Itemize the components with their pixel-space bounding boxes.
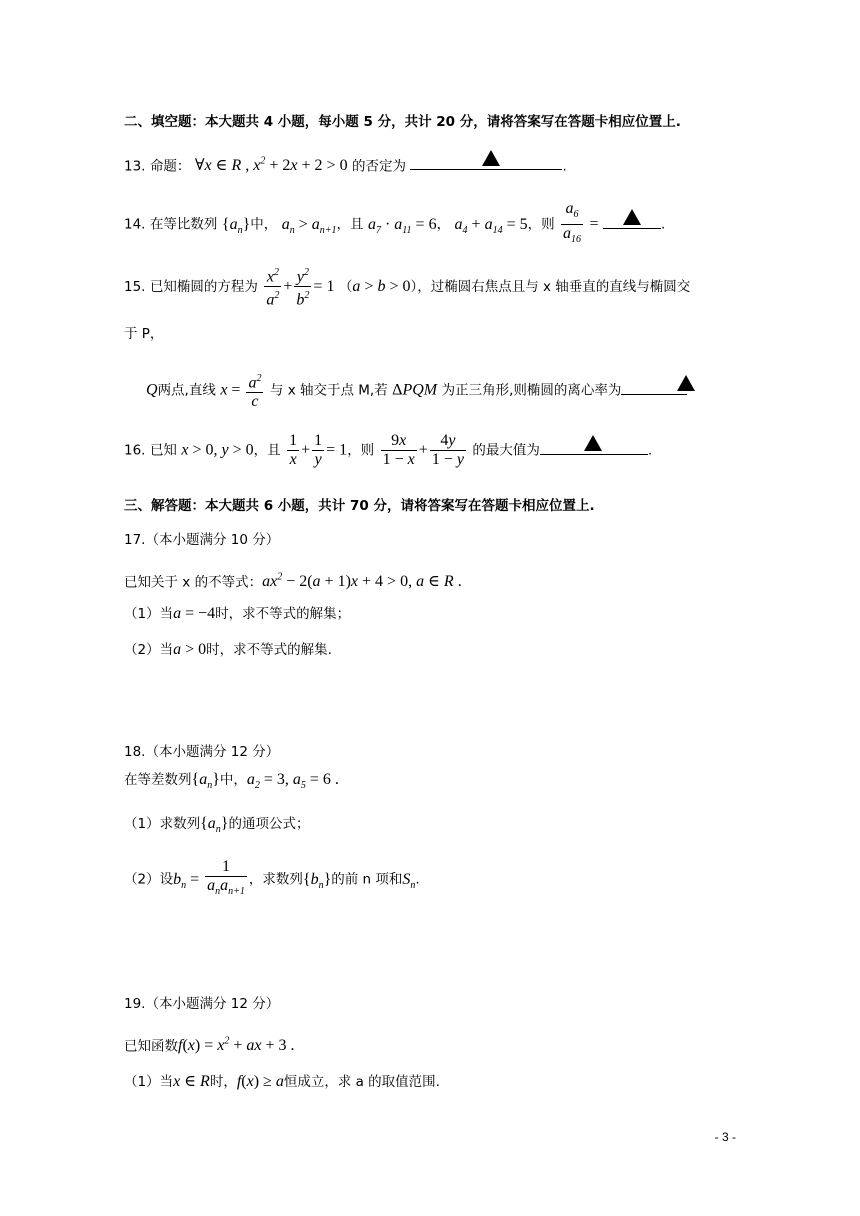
q14-answer-blank[interactable] (603, 212, 661, 229)
q18-end: . (415, 871, 420, 888)
q16-frac-4y: $\frac{4y}{1 - y}$ (431, 432, 464, 468)
section-2-heading: 二、填空题：本大题共 4 小题，每小题 5 分，共计 20 分，请将答案写在答题卡相应位置上. (124, 114, 681, 130)
q13-end: . (562, 158, 567, 175)
q18-part-2: （2）设$b_n$ = $\frac{1}{a_na_{n+1}}$ ，求数列$\{b_n\}$的前 n 项和$S_n$. (124, 858, 800, 906)
q15-line-eq: x = (220, 381, 245, 399)
q13-text: 命题： (149, 158, 191, 175)
q19-part-1-c: 恒成立，求 a 的取值范围. (283, 1074, 440, 1090)
q19-statement: 已知函数$f(x) = x^2$ + ax + 3 . (124, 1036, 295, 1055)
q14-end: . (660, 216, 666, 233)
q14-fraction: $\frac{a_6}{a_{16}}$ (563, 200, 582, 246)
q15-triangle-pqm: ΔPQM (392, 381, 438, 399)
q16-frac-9x: $\frac{9x}{1 - x}$ (382, 432, 415, 468)
q16-text-2: ，且 (253, 442, 281, 459)
q17-statement (124, 568, 800, 592)
q18-part-1-a: （1）求数列 (124, 816, 201, 832)
q17-part-1-a: （1）当 (124, 606, 174, 622)
q17-part-2-a: （2）当 (124, 642, 174, 658)
question-14: 14. 在等比数列 $\{a_n\}$中， $a_n > a_{n+1}$，且 $a_7 \cdot a_{11} = 6$， $a_4 + a_{14} = 5$，则 $\frac{a_6}{a_{16}}$ = . (124, 200, 800, 240)
q17-part-1-b: 时，求不等式的解集； (215, 606, 351, 622)
q16-frac-1y: $\frac{1}{y}$ (314, 432, 323, 468)
q18-part-2-b: ，求数列 (248, 871, 303, 888)
q18-title: 18.（本小题满分 12 分） (124, 744, 280, 760)
triangle-icon (677, 375, 695, 391)
q15-frac-y: $\frac{y^2}{b^2}$ (294, 264, 311, 310)
q18-part-1: （1）求数列$\{a_n\}$的通项公式； (124, 815, 310, 836)
q15-frac-a2c: $\frac{a^2}{c}$ (246, 370, 263, 411)
q14-cond3: $a_4 + a_{14} = 5$ (454, 215, 528, 236)
q18-part-1-b: 的通项公式； (228, 816, 310, 832)
q14-text-2: 中， (250, 216, 278, 233)
q17-part-2-b: 时，求不等式的解集. (206, 642, 332, 658)
q15-number: 15. (124, 278, 146, 295)
q17-text-1: 已知关于 x 的不等式： (124, 574, 263, 591)
q18-text-1: 在等差数列 (124, 772, 192, 788)
q15-answer-blank[interactable] (621, 378, 687, 395)
q15-frac-x: $\frac{x^2}{a^2}$ (264, 264, 281, 310)
q13-formula: ∀x ∈ R , $x^2 + 2x + 2 > 0$ (194, 156, 348, 175)
q15-text-7: 为正三角形,则椭圆的离心率为 (441, 382, 622, 399)
q15-text-1: 已知椭圆的方程为 (149, 278, 258, 295)
q16-answer-blank[interactable] (540, 438, 648, 455)
q14-number: 14. (124, 216, 146, 233)
q18-part-2-c: 的前 n 项和 (331, 871, 403, 888)
q17-part-2: （2）当a > 0时，求不等式的解集. (124, 641, 332, 658)
q16-frac-1x: $\frac{1}{x}$ (289, 432, 298, 468)
q16-text-1: 已知 (149, 442, 177, 459)
triangle-icon (623, 209, 641, 225)
q14-text-5: ，则 (527, 216, 555, 233)
q16-text-4: 的最大值为 (472, 442, 540, 459)
q15-text-3: ），过椭圆右焦点且与 x 轴垂直的直线与椭圆交 (410, 278, 691, 295)
q15-line-3: Q两点,直线 x = $\frac{a^2}{c}$ 与 x 轴交于点 M,若 ΔPQM 为正三角形,则椭圆的离心率为 (146, 370, 800, 414)
q14-cond2: $a_7 \cdot a_{11} = 6$ (367, 215, 437, 236)
triangle-icon (482, 150, 500, 166)
question-13 (124, 152, 800, 176)
q18-part-2-a: （2）设 (124, 871, 174, 888)
q15-cond: a > b > 0 (352, 277, 411, 295)
q15-text-2: （ (338, 278, 353, 295)
q15-text-5: 两点,直线 (157, 382, 216, 399)
q18-text-2: 中， (219, 772, 247, 788)
q13-answer-blank[interactable] (410, 153, 562, 170)
q19-part-1: （1）当x ∈ R时，f(x) ≥ a恒成立，求 a 的取值范围. (124, 1073, 440, 1090)
q13-number: 13. (124, 158, 146, 175)
q14-text-3: ，且 (336, 216, 364, 233)
q15-text-4: 于 P， (124, 326, 164, 342)
q14-text-1: 在等比数列 (149, 216, 218, 233)
q19-part-1-b: 时， (209, 1074, 237, 1090)
q17-part-1: （1）当a = −4时，求不等式的解集； (124, 605, 351, 622)
q19-title: 19.（本小题满分 12 分） (124, 996, 280, 1012)
q18-frac: $\frac{1}{a_na_{n+1}}$ (207, 858, 245, 898)
q16-cond: x > 0, y > 0 (181, 441, 254, 459)
q14-text-4: ， (436, 216, 451, 233)
q13-tail: 的否定为 (352, 158, 407, 175)
q17-inequality: $ax^2 - 2(a + 1)x + 4 > 0$, a ∈ R . (262, 572, 462, 591)
q15-text-6: 与 x 轴交于点 M,若 (269, 382, 388, 399)
q14-cond1: $a_n > a_{n+1}$ (281, 215, 337, 236)
q16-number: 16. (124, 442, 146, 459)
q16-text-3: ，则 (347, 442, 375, 459)
q16-end: . (647, 442, 653, 459)
section-3-heading: 三、解答题：本大题共 6 小题，共计 70 分，请将答案写在答题卡相应位置上. (124, 498, 595, 514)
question-15: 15. 已知椭圆的方程为 $\frac{x^2}{a^2}$ + $\frac{y^2}{b^2}$ = 1 （a > b > 0），过椭圆右焦点且与 x 轴垂直的直线与椭圆交 (124, 264, 800, 308)
q19-part-1-a: （1）当 (124, 1074, 174, 1090)
page-number: - 3 - (714, 1130, 736, 1144)
triangle-icon (584, 435, 602, 451)
question-16: 16. 已知 x > 0, y > 0，且 $\frac{1}{x}$ + $\frac{1}{y}$ = 1，则 $\frac{9x}{1 - x}$ + $\frac{4y}{1 - y}$ 的最大值为 . (124, 432, 653, 468)
q17-title: 17.（本小题满分 10 分） (124, 532, 280, 548)
q19-text-1: 已知函数 (124, 1038, 178, 1055)
q14-seq: $\{a_n\}$ (221, 215, 251, 236)
q18-statement: 在等差数列$\{a_n\}$中，$a_2 = 3$, $a_5 = 6$ . (124, 771, 339, 792)
